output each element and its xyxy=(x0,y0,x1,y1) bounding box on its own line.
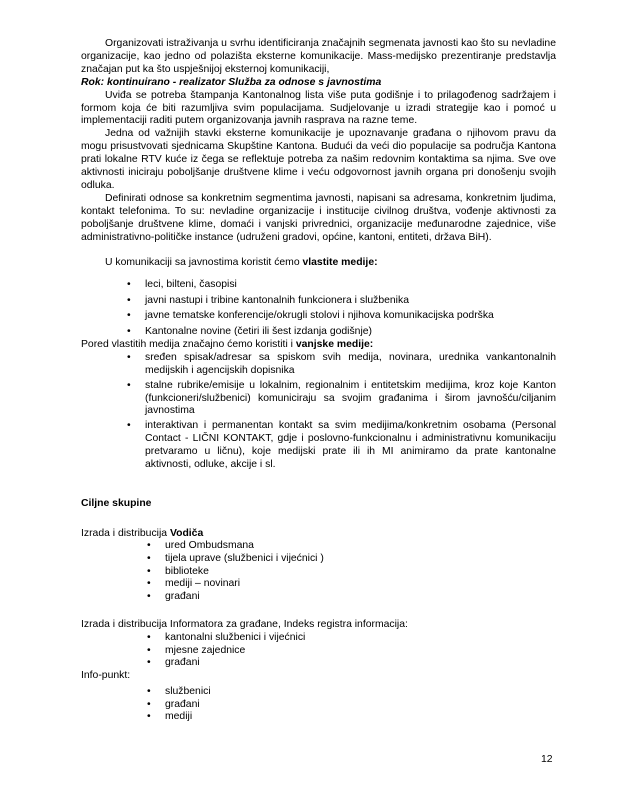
list-item: • javne tematske konferencije/okrugli stolovi i njihova komunikacijska podrška xyxy=(127,308,556,323)
informator-intro: Izrada i distribucija Informatora za građane, Indeks registra informacija: xyxy=(81,619,408,631)
infopunkt-list xyxy=(147,686,556,724)
vodic-distribution-list xyxy=(147,540,556,603)
own-media-list xyxy=(127,277,556,339)
infopunkt-label: Info-punkt: xyxy=(81,670,131,682)
own-media-intro: U komunikaciji sa javnostima koristit ćemo vlastite medije: xyxy=(105,257,378,269)
page-number: 12 xyxy=(541,754,553,765)
list-item: • ured Ombudsmana xyxy=(147,540,556,553)
list-item: • građani xyxy=(147,591,556,604)
list-item: • biblioteke xyxy=(147,566,556,579)
list-item: • sređen spisak/adresar sa spiskom svih medija, novinara, urednika vankantonalnih medijskih i agencijskih dopisnika xyxy=(127,352,556,378)
informator-distribution-list xyxy=(147,632,556,670)
vodic-intro: Izrada i distribucija Vodiča xyxy=(81,527,204,539)
list-item: • mediji xyxy=(147,711,556,724)
list-item: • građani xyxy=(147,657,556,670)
deadline-note: Rok: kontinuirano - realizator Služba za odnose s javnostima xyxy=(81,76,382,88)
paragraph-public-segments: Definirati odnose sa konkretnim segmentima javnosti, napisani sa adresama, konkretnim ljudima, kontakt telefonima. To su: nevladine organizacije i institucije civilnog društva, vođenje aktivnosti za poboljšanje društvene klime, domaći i vanjski privrednici, organizacije međunarodne zajednice, više administrativno-političke instance (udruženi gradovi, općine, kantoni, entiteti, država BiH). xyxy=(81,192,556,243)
document-page xyxy=(81,38,556,724)
list-item: • tijela uprave (službenici i vijećnici ) xyxy=(147,553,556,566)
external-media-list xyxy=(127,352,556,472)
paragraph-research: Organizovati istraživanja u svrhu identificiranja značajnih segmenata javnosti kao što su nevladine organizacije, kao jedno od polazišta eksterne komunikacije. Mass-medijsko prezentiranje predstavlja značajan put ka što uspješnijoj eksternoj komunikaciji, xyxy=(81,38,556,75)
list-item: • leci, bilteni, časopisi xyxy=(127,277,556,292)
list-item: • službenici xyxy=(147,686,556,699)
list-item: • javni nastupi i tribine kantonalnih funkcionera i službenika xyxy=(127,293,556,308)
paragraph-cantonal-newspaper: Uviđa se potreba štampanja Kantonalnog lista više puta godišnje i to prilagođenog sadržajem i formom koja će biti razumljiva svim populacijama. Sudjelovanje u izradi strategije kao i pomoć u implementaciji raditi putem organizovanja javnih rasprava na razne teme. xyxy=(81,89,556,127)
external-media-intro: Pored vlastitih medija značajno ćemo koristiti i vanjske medije: xyxy=(81,338,374,350)
paragraph-assembly-sessions: Jedna od važnijih stavki eksterne komunikacije je upoznavanje građana o njihovom pravu da mogu prisustvovati sjednicama Skupštine Kantona. Budući da veći dio populacije sa područja Kantona prati lokalne RTV kuće iz čega se reflektuje potreba za našim redovnim kontaktima sa njima. Sve ove aktivnosti iniciraju poboljšanje društvene klime i veću odgovornost javnih organa pri donošenju svojih odluka. xyxy=(81,128,556,191)
list-item: • mjesne zajednice xyxy=(147,645,556,658)
list-item: • kantonalni službenici i vijećnici xyxy=(147,632,556,645)
list-item: • Kantonalne novine (četiri ili šest izdanja godišnje) xyxy=(127,324,556,339)
list-item: • interaktivan i permanentan kontakt sa svim medijima/konkretnim osobama (Personal Contact - LIČNI KONTAKT, gdje i poslovno-funkcionalnu i administrativnu komunikaciju pretvaramo u ličnu), koje medijski prate ili ih MI animiramo da prate kantonalne aktivnosti, odluke, akcije i sl. xyxy=(127,420,556,472)
list-item: • mediji – novinari xyxy=(147,578,556,591)
list-item: • građani xyxy=(147,699,556,712)
section-heading-target-groups: Ciljne skupine xyxy=(81,497,152,509)
list-item: • stalne rubrike/emisije u lokalnim, regionalnim i entitetskim medijima, kroz koje Kanton (funkcioneri/službenici) komuniciraju sa svojim građanima i širom javnošću/ciljanim javnostima xyxy=(127,380,556,419)
